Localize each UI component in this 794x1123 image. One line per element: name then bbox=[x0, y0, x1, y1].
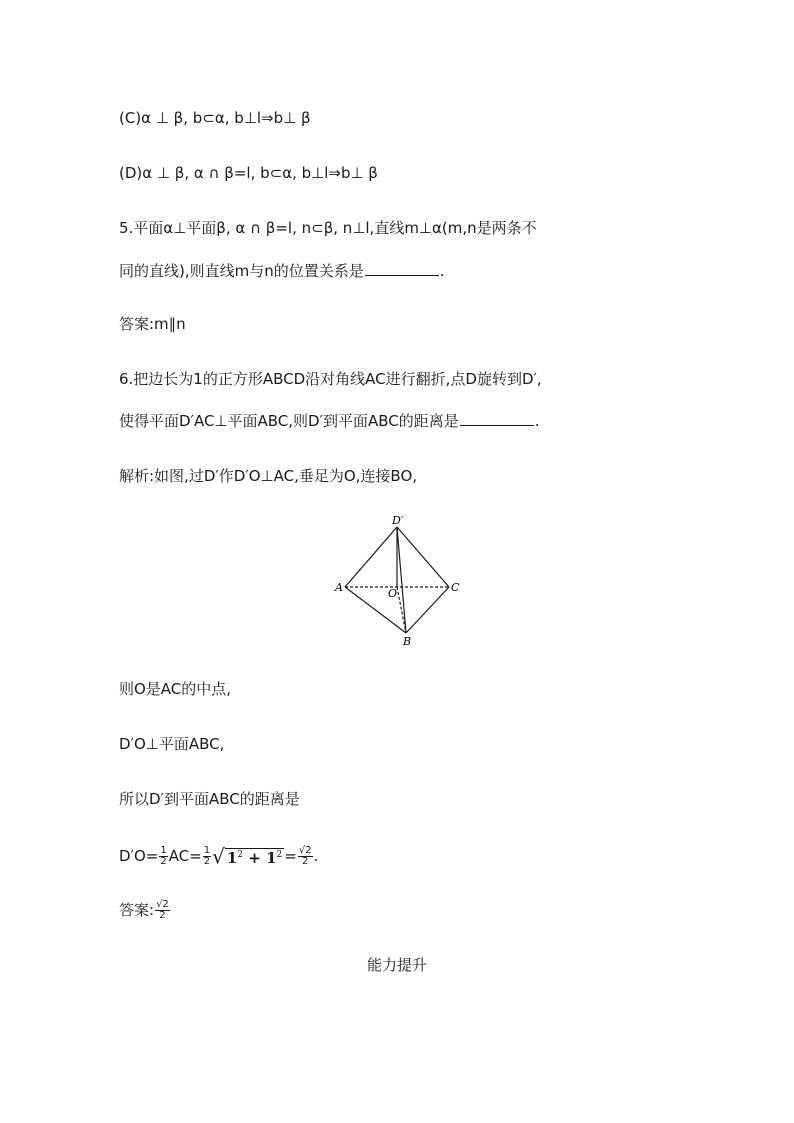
label-b: B bbox=[403, 635, 412, 648]
radical-sign: √ bbox=[212, 844, 225, 869]
label-o: O bbox=[388, 587, 398, 600]
fraction-numerator: 1 bbox=[160, 845, 167, 856]
solution-line1: 解析:如图,过D′作D′O⊥AC,垂足为O,连接BO, bbox=[119, 467, 418, 485]
fraction-numerator: √2 bbox=[156, 899, 169, 910]
answer-blank bbox=[460, 411, 534, 426]
option-d: (D)α ⊥ β, α ∩ β=l, b⊂α, b⊥l⇒b⊥ β bbox=[119, 164, 378, 182]
radicand-term: 1 bbox=[226, 849, 238, 867]
fraction-denominator: 2 bbox=[302, 856, 309, 867]
exponent: 2 bbox=[276, 850, 283, 860]
formula-lhs: D′O= bbox=[119, 847, 159, 865]
fraction-denominator: 2 bbox=[159, 910, 166, 921]
label-a: A bbox=[335, 581, 343, 594]
solution-line4: 所以D′到平面ABC的距离是 bbox=[119, 790, 300, 808]
question-5-line2 bbox=[119, 261, 445, 281]
edge-ad bbox=[345, 527, 397, 587]
fraction-half bbox=[159, 846, 167, 867]
square-root bbox=[212, 838, 284, 875]
solution-line2: 则O是AC的中点, bbox=[119, 680, 232, 698]
answer-6 bbox=[119, 893, 171, 927]
geometry-diagram bbox=[330, 510, 470, 650]
formula-end: . bbox=[313, 847, 319, 865]
option-c: (C)α ⊥ β, b⊂α, b⊥l⇒b⊥ β bbox=[119, 109, 311, 127]
question-6-line2 bbox=[119, 411, 540, 431]
fraction-denominator: 2 bbox=[203, 856, 211, 867]
question-5-end: . bbox=[439, 262, 445, 280]
section-title: 能力提升 bbox=[366, 956, 427, 974]
question-6-line1: 6.把边长为1的正方形ABCD沿对角线AC进行翻折,点D旋转到D′, bbox=[119, 370, 542, 388]
plus-sign: + bbox=[243, 849, 267, 867]
formula-line bbox=[119, 838, 318, 875]
label-d: D′ bbox=[392, 514, 404, 527]
radicand-term: 1 bbox=[266, 849, 277, 867]
fraction-result bbox=[298, 846, 313, 867]
formula-ac: AC= bbox=[168, 847, 202, 865]
answer-6-label: 答案: bbox=[119, 901, 155, 919]
edge-bc bbox=[406, 587, 449, 633]
edge-db bbox=[397, 527, 406, 633]
fraction-half bbox=[203, 846, 211, 867]
answer-5: 答案:m∥n bbox=[119, 315, 186, 333]
fraction-denominator: 2 bbox=[160, 856, 167, 867]
solution-line3: D′O⊥平面ABC, bbox=[119, 735, 225, 753]
formula-equals: = bbox=[284, 847, 297, 865]
answer-blank bbox=[365, 261, 439, 276]
question-6-end: . bbox=[534, 412, 540, 430]
segment-ob bbox=[397, 587, 406, 633]
fraction-numerator: √2 bbox=[298, 845, 312, 856]
fraction-answer bbox=[155, 900, 170, 921]
label-c: C bbox=[451, 581, 460, 594]
exponent: 2 bbox=[237, 850, 244, 860]
fraction-numerator: 1 bbox=[203, 845, 211, 856]
edge-dc bbox=[397, 527, 449, 587]
question-5-text: 同的直线),则直线m与n的位置关系是 bbox=[119, 262, 364, 280]
question-6-text: 使得平面D′AC⊥平面ABC,则D′到平面ABC的距离是 bbox=[119, 412, 459, 430]
question-5-line1: 5.平面α⊥平面β, α ∩ β=l, n⊂β, n⊥l,直线m⊥α(m,n是两条不 bbox=[119, 219, 537, 237]
radicand bbox=[225, 848, 284, 867]
